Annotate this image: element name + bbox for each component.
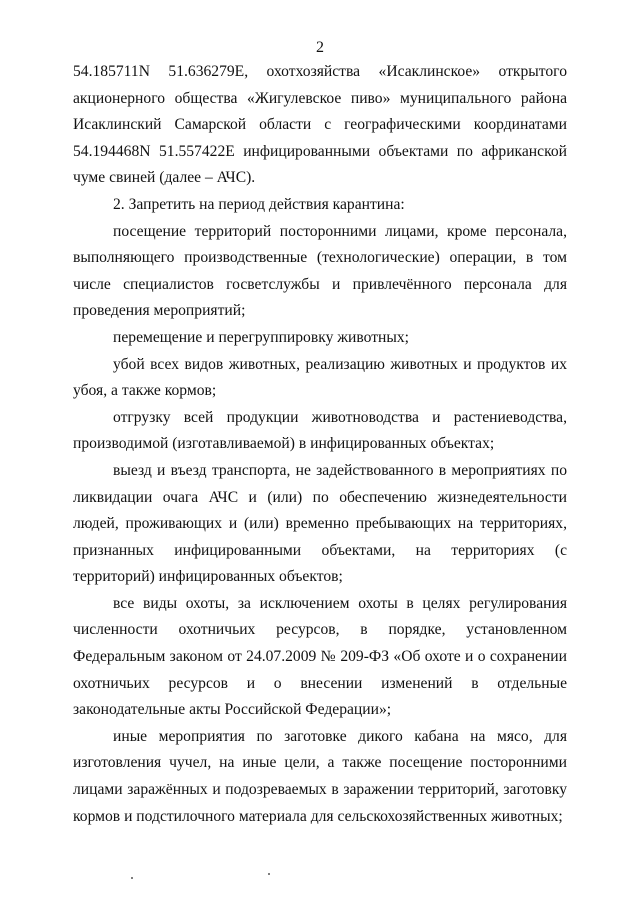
document-body [73,59,567,830]
scan-speck [131,877,133,879]
page-number: 2 [316,39,324,56]
paragraph-animal-movement: перемещение и перегруппировку животных; [113,328,409,346]
paragraph-transport: выезд и въезд транспорта, не задействованного в мероприятиях по ликвидации очага АЧС и (или) по обеспечению жизнедеятельности людей, проживающих и (или) временно пребывающих на территориях, признанных инфицированными объектами, на территориях (с территорий) инфицированных объектов; [73,461,567,586]
paragraph-prohibition-heading: 2. Запретить на период действия карантина: [113,195,405,213]
paragraph-coordinates: 54.185711N 51.636279E, охотхозяйства «Исаклинское» открытого акционерного общества «Жигулевское пиво» муниципального района Исаклинский Самарской области с географическими координатами 54.194468N 51.557422E инфицированными объектами по африканской чуме свиней (далее – АЧС). [73,63,567,187]
paragraph-slaughter: убой всех видов животных, реализацию животных и продуктов их убоя, а также кормов; [73,355,567,400]
paragraph-product-shipment: отгрузку всей продукции животноводства и растениеводства, производимой (изготавливаемой) в инфицированных объектах; [73,408,567,453]
paragraph-boar-harvesting: иные мероприятия по заготовке дикого кабана на мясо, для изготовления чучел, на иные цели, а также посещение посторонними лицами заражённых и подозреваемых в заражении территорий, заготовку кормов и подстилочного материала для сельскохозяйственных животных; [73,727,567,825]
scan-speck [268,873,270,875]
paragraph-visiting-territories: посещение территорий посторонними лицами, кроме персонала, выполняющего производственные (технологические) операции, в том числе специалистов госветслужбы и привлечённого персонала для проведения мероприятий; [73,222,567,320]
paragraph-hunting: все виды охоты, за исключением охоты в целях регулирования численности охотничьих ресурсов, в порядке, установленном Федеральным законом от 24.07.2009 № 209-ФЗ «Об охоте и о сохранении охотничьих ресурсов и о внесении изменений в отдельные законодательные акты Российской Федерации»; [73,594,567,719]
